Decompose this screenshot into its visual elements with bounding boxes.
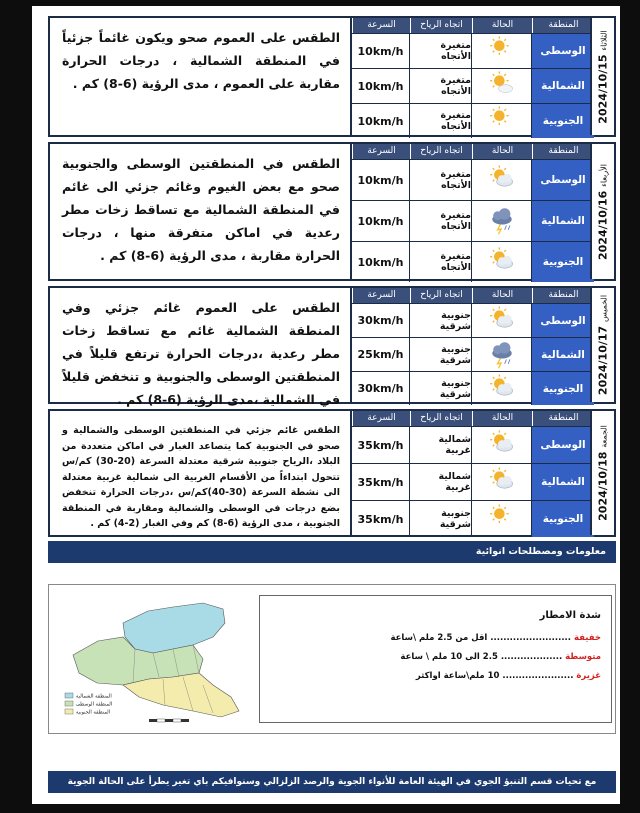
wind-speed: 10km/h xyxy=(352,34,410,68)
map-legend-south: المنطقة الجنوبية xyxy=(76,709,111,716)
sun-icon xyxy=(472,501,532,537)
region-name: الشمالية xyxy=(532,338,594,371)
wind-speed: 10km/h xyxy=(352,160,410,200)
rain-legend-heavy: غزيرة ...................... 10 ملم\ساعة اواكثر xyxy=(415,671,601,681)
forecast-description: الطقس على العموم غائم جزئي وفي المنطقة الشمالية غائم مع تساقط زخات مطر رعدية ،درجات الحرارة ترتفع قليلاً في المنطقتين الوسطى والجنوبية و تنخفض قليلاً في الشمالية ،مدى الرؤية (6-8) كم . xyxy=(50,288,352,402)
header-condition: الحالة xyxy=(472,18,532,33)
wind-direction: جنوبية شرقية xyxy=(410,338,472,371)
table-header xyxy=(352,18,594,33)
forecast-row xyxy=(352,33,594,68)
wind-direction: جنوبية شرقية xyxy=(410,304,472,337)
sun-icon xyxy=(472,104,532,138)
header-condition: الحالة xyxy=(472,288,532,303)
wind-speed: 35km/h xyxy=(352,464,410,500)
forecast-row xyxy=(352,303,594,337)
day-forecast-block xyxy=(48,142,616,281)
header-speed: السرعة xyxy=(352,288,410,303)
sun-cloud-icon xyxy=(472,304,532,337)
table-header xyxy=(352,288,594,303)
lower-panel xyxy=(48,584,616,734)
forecast-description: الطقس في المنطقتين الوسطى والجنوبية صحو مع بعض الغيوم وغائم جزئي الى غائم في المنطقة الشمالية مع تساقط زخات مطر رعدية في اماكن متفرقة منها ، درجات الحرارة مقاربة ، مدى الرؤية (6-8) كم . xyxy=(50,144,352,279)
region-name: الجنوبية xyxy=(532,104,594,138)
wind-direction: جنوبية شرقية xyxy=(410,372,472,405)
wind-direction: متغيرة الأتجاه xyxy=(410,242,472,282)
table-header xyxy=(352,144,594,159)
date-label: 2024/10/18 xyxy=(596,451,610,521)
header-region: المنطقة xyxy=(532,411,594,426)
wind-speed: 10km/h xyxy=(352,242,410,282)
forecast-row xyxy=(352,68,594,103)
wind-speed: 30km/h xyxy=(352,304,410,337)
wind-direction: جنوبية شرقية xyxy=(410,501,472,537)
day-forecast-block xyxy=(48,286,616,407)
day-name: الجمعة xyxy=(599,425,609,448)
rain-legend-light: خفيفة ......................... اقل من 2.5 ملم \ساعة xyxy=(390,633,601,643)
header-region: المنطقة xyxy=(532,144,594,159)
forecast-table xyxy=(352,411,594,535)
rain-legend-title: شدة الامطار xyxy=(539,610,601,621)
region-name: الجنوبية xyxy=(532,372,594,405)
region-name: الشمالية xyxy=(532,464,594,500)
header-wind: اتجاه الرياح xyxy=(410,144,472,159)
day-forecast-block xyxy=(48,16,616,137)
wind-direction: شمالية غربية xyxy=(410,464,472,500)
header-speed: السرعة xyxy=(352,144,410,159)
region-name: الشمالية xyxy=(532,69,594,103)
date-label: 2024/10/17 xyxy=(596,325,610,396)
sun-icon xyxy=(472,34,532,68)
map-legend-north: المنطقة الشمالية xyxy=(76,693,112,700)
header-wind: اتجاه الرياح xyxy=(410,288,472,303)
forecast-row xyxy=(352,200,594,241)
header-condition: الحالة xyxy=(472,411,532,426)
forecast-row xyxy=(352,463,594,500)
region-name: الجنوبية xyxy=(532,242,594,282)
date-column xyxy=(590,18,614,135)
forecast-table xyxy=(352,18,594,135)
wind-direction: متغيرة الأتجاه xyxy=(410,201,472,241)
region-name: الوسطى xyxy=(532,304,594,337)
partly-cloudy-icon xyxy=(472,69,532,103)
sun-cloud-icon xyxy=(472,160,532,200)
table-header xyxy=(352,411,594,426)
forecast-page xyxy=(32,6,620,804)
forecast-row xyxy=(352,500,594,537)
header-region: المنطقة xyxy=(532,18,594,33)
forecast-row xyxy=(352,241,594,282)
forecast-description: الطقس غائم جزئي في المنطقتين الوسطى والشمالية و صحو في الجنوبية كما يتصاعد الغبار في اماكن متعددة من البلاد ،الرياح جنوبية شرقية معتدلة السرعة (20-30) كم/س تتحول ابتداءاً من الأقسام الغربية الى شمالية غربية معتدلة الى نشطة السرعة (30-40)كم/س ،درجات الحرارة تنخفض بضع درجات في الوسطى والشمالية ومقاربة في المنطقة الجنوبية ، مدى الرؤية (6-8) كم وفي الغبار (2-4) كم . xyxy=(50,411,352,535)
region-name: الوسطى xyxy=(532,160,594,200)
header-speed: السرعة xyxy=(352,411,410,426)
info-banner: معلومات ومصطلحات انوائية xyxy=(48,541,616,563)
map-north-region xyxy=(123,603,225,653)
rain-intensity-legend xyxy=(259,595,612,723)
wind-direction: متغيرة الأتجاه xyxy=(410,160,472,200)
wind-speed: 25km/h xyxy=(352,338,410,371)
wind-speed: 30km/h xyxy=(352,372,410,405)
forecast-row xyxy=(352,337,594,371)
header-condition: الحالة xyxy=(472,144,532,159)
forecast-row xyxy=(352,159,594,200)
thunderstorm-icon xyxy=(472,201,532,241)
sun-cloud-icon xyxy=(472,427,532,463)
wind-speed: 10km/h xyxy=(352,201,410,241)
forecast-row xyxy=(352,371,594,405)
region-name: الوسطى xyxy=(532,34,594,68)
sun-cloud-icon xyxy=(472,242,532,282)
footer-banner: مع تحيات قسم التنبؤ الجوي في الهيئة العامة للأنواء الجوية والرصد الزلزالي وسنوافيكم باي تغير يطرأ على الحالة الجوية xyxy=(48,771,616,793)
forecast-description: الطقس على العموم صحو ويكون غائماً جزئياً في المنطقة الشمالية ، درجات الحرارة مقاربة على العموم ، مدى الرؤية (6-8) كم . xyxy=(50,18,352,135)
region-name: الجنوبية xyxy=(532,501,594,537)
date-column xyxy=(590,411,614,535)
sun-cloud-icon xyxy=(472,372,532,405)
day-forecast-block xyxy=(48,409,616,537)
wind-speed: 35km/h xyxy=(352,501,410,537)
wind-direction: شمالية غربية xyxy=(410,427,472,463)
wind-direction: متغيرة الأتجاه xyxy=(410,104,472,138)
day-name: الخميس xyxy=(599,294,609,322)
region-name: الوسطى xyxy=(532,427,594,463)
map-legend-central: المنطقة الوسطى xyxy=(76,701,113,708)
date-label: 2024/10/16 xyxy=(596,190,610,260)
region-name: الشمالية xyxy=(532,201,594,241)
date-column xyxy=(590,144,614,279)
forecast-table xyxy=(352,288,594,402)
wind-speed: 35km/h xyxy=(352,427,410,463)
day-name: الأربعاء xyxy=(599,163,609,187)
thunderstorm-icon xyxy=(472,338,532,371)
wind-direction: متغيرة الأتجاه xyxy=(410,69,472,103)
date-label: 2024/10/15 xyxy=(596,53,610,124)
date-column xyxy=(590,288,614,402)
rain-legend-moderate: متوسطة ................... 2.5 الى 10 ملم \ ساعة xyxy=(400,652,601,662)
header-wind: اتجاه الرياح xyxy=(410,18,472,33)
sun-cloud-icon xyxy=(472,464,532,500)
header-wind: اتجاه الرياح xyxy=(410,411,472,426)
day-name: الثلاثاء xyxy=(599,29,609,51)
iraq-regions-map xyxy=(53,593,253,731)
forecast-table xyxy=(352,144,594,279)
header-speed: السرعة xyxy=(352,18,410,33)
forecast-row xyxy=(352,426,594,463)
header-region: المنطقة xyxy=(532,288,594,303)
forecast-row xyxy=(352,103,594,138)
wind-speed: 10km/h xyxy=(352,69,410,103)
wind-speed: 10km/h xyxy=(352,104,410,138)
wind-direction: متغيرة الأتجاه xyxy=(410,34,472,68)
map-graphic xyxy=(53,593,253,731)
